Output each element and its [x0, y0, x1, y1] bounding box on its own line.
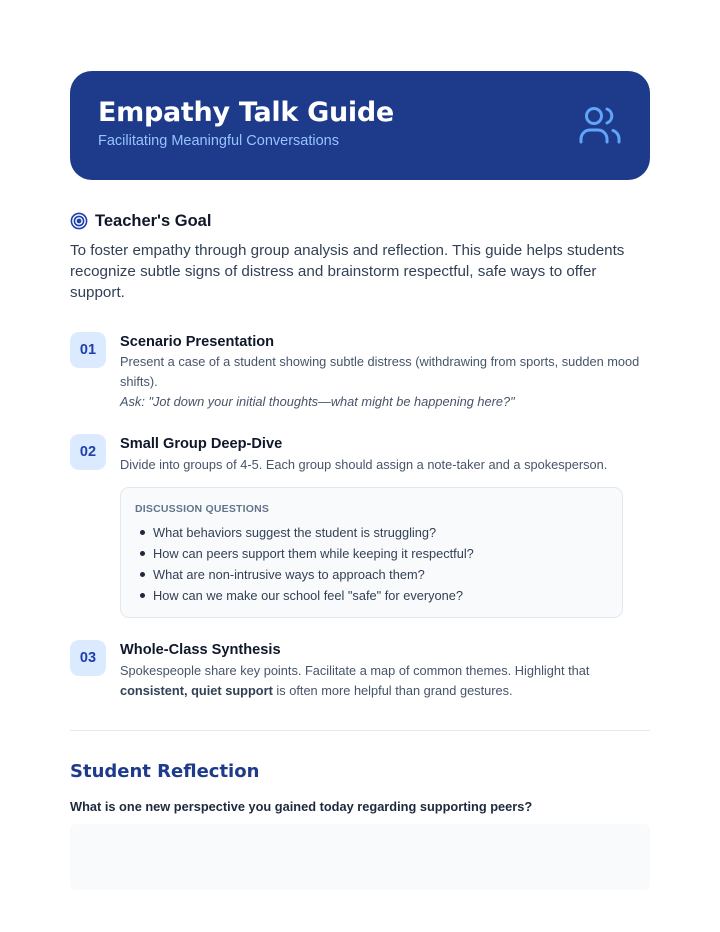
step-number-badge: 02 — [70, 434, 106, 470]
goal-title: Teacher's Goal — [95, 211, 212, 230]
target-icon — [70, 212, 88, 230]
step-description: Divide into groups of 4-5. Each group should assign a note-taker and a spokesperson. — [120, 457, 608, 472]
section-divider — [70, 730, 650, 731]
step-title: Small Group Deep-Dive — [120, 436, 283, 452]
reflection-question: What is one new perspective you gained today regarding supporting peers? — [70, 799, 533, 814]
discussion-question: How can peers support them while keeping it respectful? — [139, 543, 474, 564]
step-title: Whole-Class Synthesis — [120, 642, 281, 658]
page-title: Empathy Talk Guide — [98, 97, 394, 128]
discussion-question: What are non-intrusive ways to approach them? — [139, 564, 474, 585]
discussion-questions-box — [120, 487, 623, 618]
page-subtitle: Facilitating Meaningful Conversations — [98, 133, 339, 149]
step-number-badge: 03 — [70, 640, 106, 676]
step-text-emphasis: consistent, quiet support — [120, 683, 273, 698]
step-number-badge: 01 — [70, 332, 106, 368]
users-icon — [578, 105, 622, 145]
step-text-after: is often more helpful than grand gestures. — [272, 683, 513, 698]
goal-heading — [70, 210, 211, 232]
discussion-list — [139, 522, 474, 606]
step-description — [120, 661, 640, 701]
reflection-answer-area[interactable] — [70, 824, 650, 890]
discussion-question: How can we make our school feel "safe" for everyone? — [139, 585, 474, 606]
step-description — [120, 352, 640, 412]
discussion-question: What behaviors suggest the student is struggling? — [139, 522, 474, 543]
step-ask-prompt: Ask: "Jot down your initial thoughts—what might be happening here?" — [120, 394, 515, 409]
step-text: Present a case of a student showing subtle distress (withdrawing from sports, sudden mood shifts). — [120, 354, 640, 389]
step-text-before: Spokespeople share key points. Facilitate a map of common themes. Highlight that — [120, 663, 590, 678]
header-banner — [70, 71, 650, 180]
discussion-label: DISCUSSION QUESTIONS — [135, 503, 270, 515]
goal-description: To foster empathy through group analysis and reflection. This guide helps students recognize subtle signs of distress and brainstorm respectful, safe ways to offer support. — [70, 242, 625, 301]
step-title: Scenario Presentation — [120, 334, 275, 350]
reflection-title: Student Reflection — [70, 761, 260, 782]
